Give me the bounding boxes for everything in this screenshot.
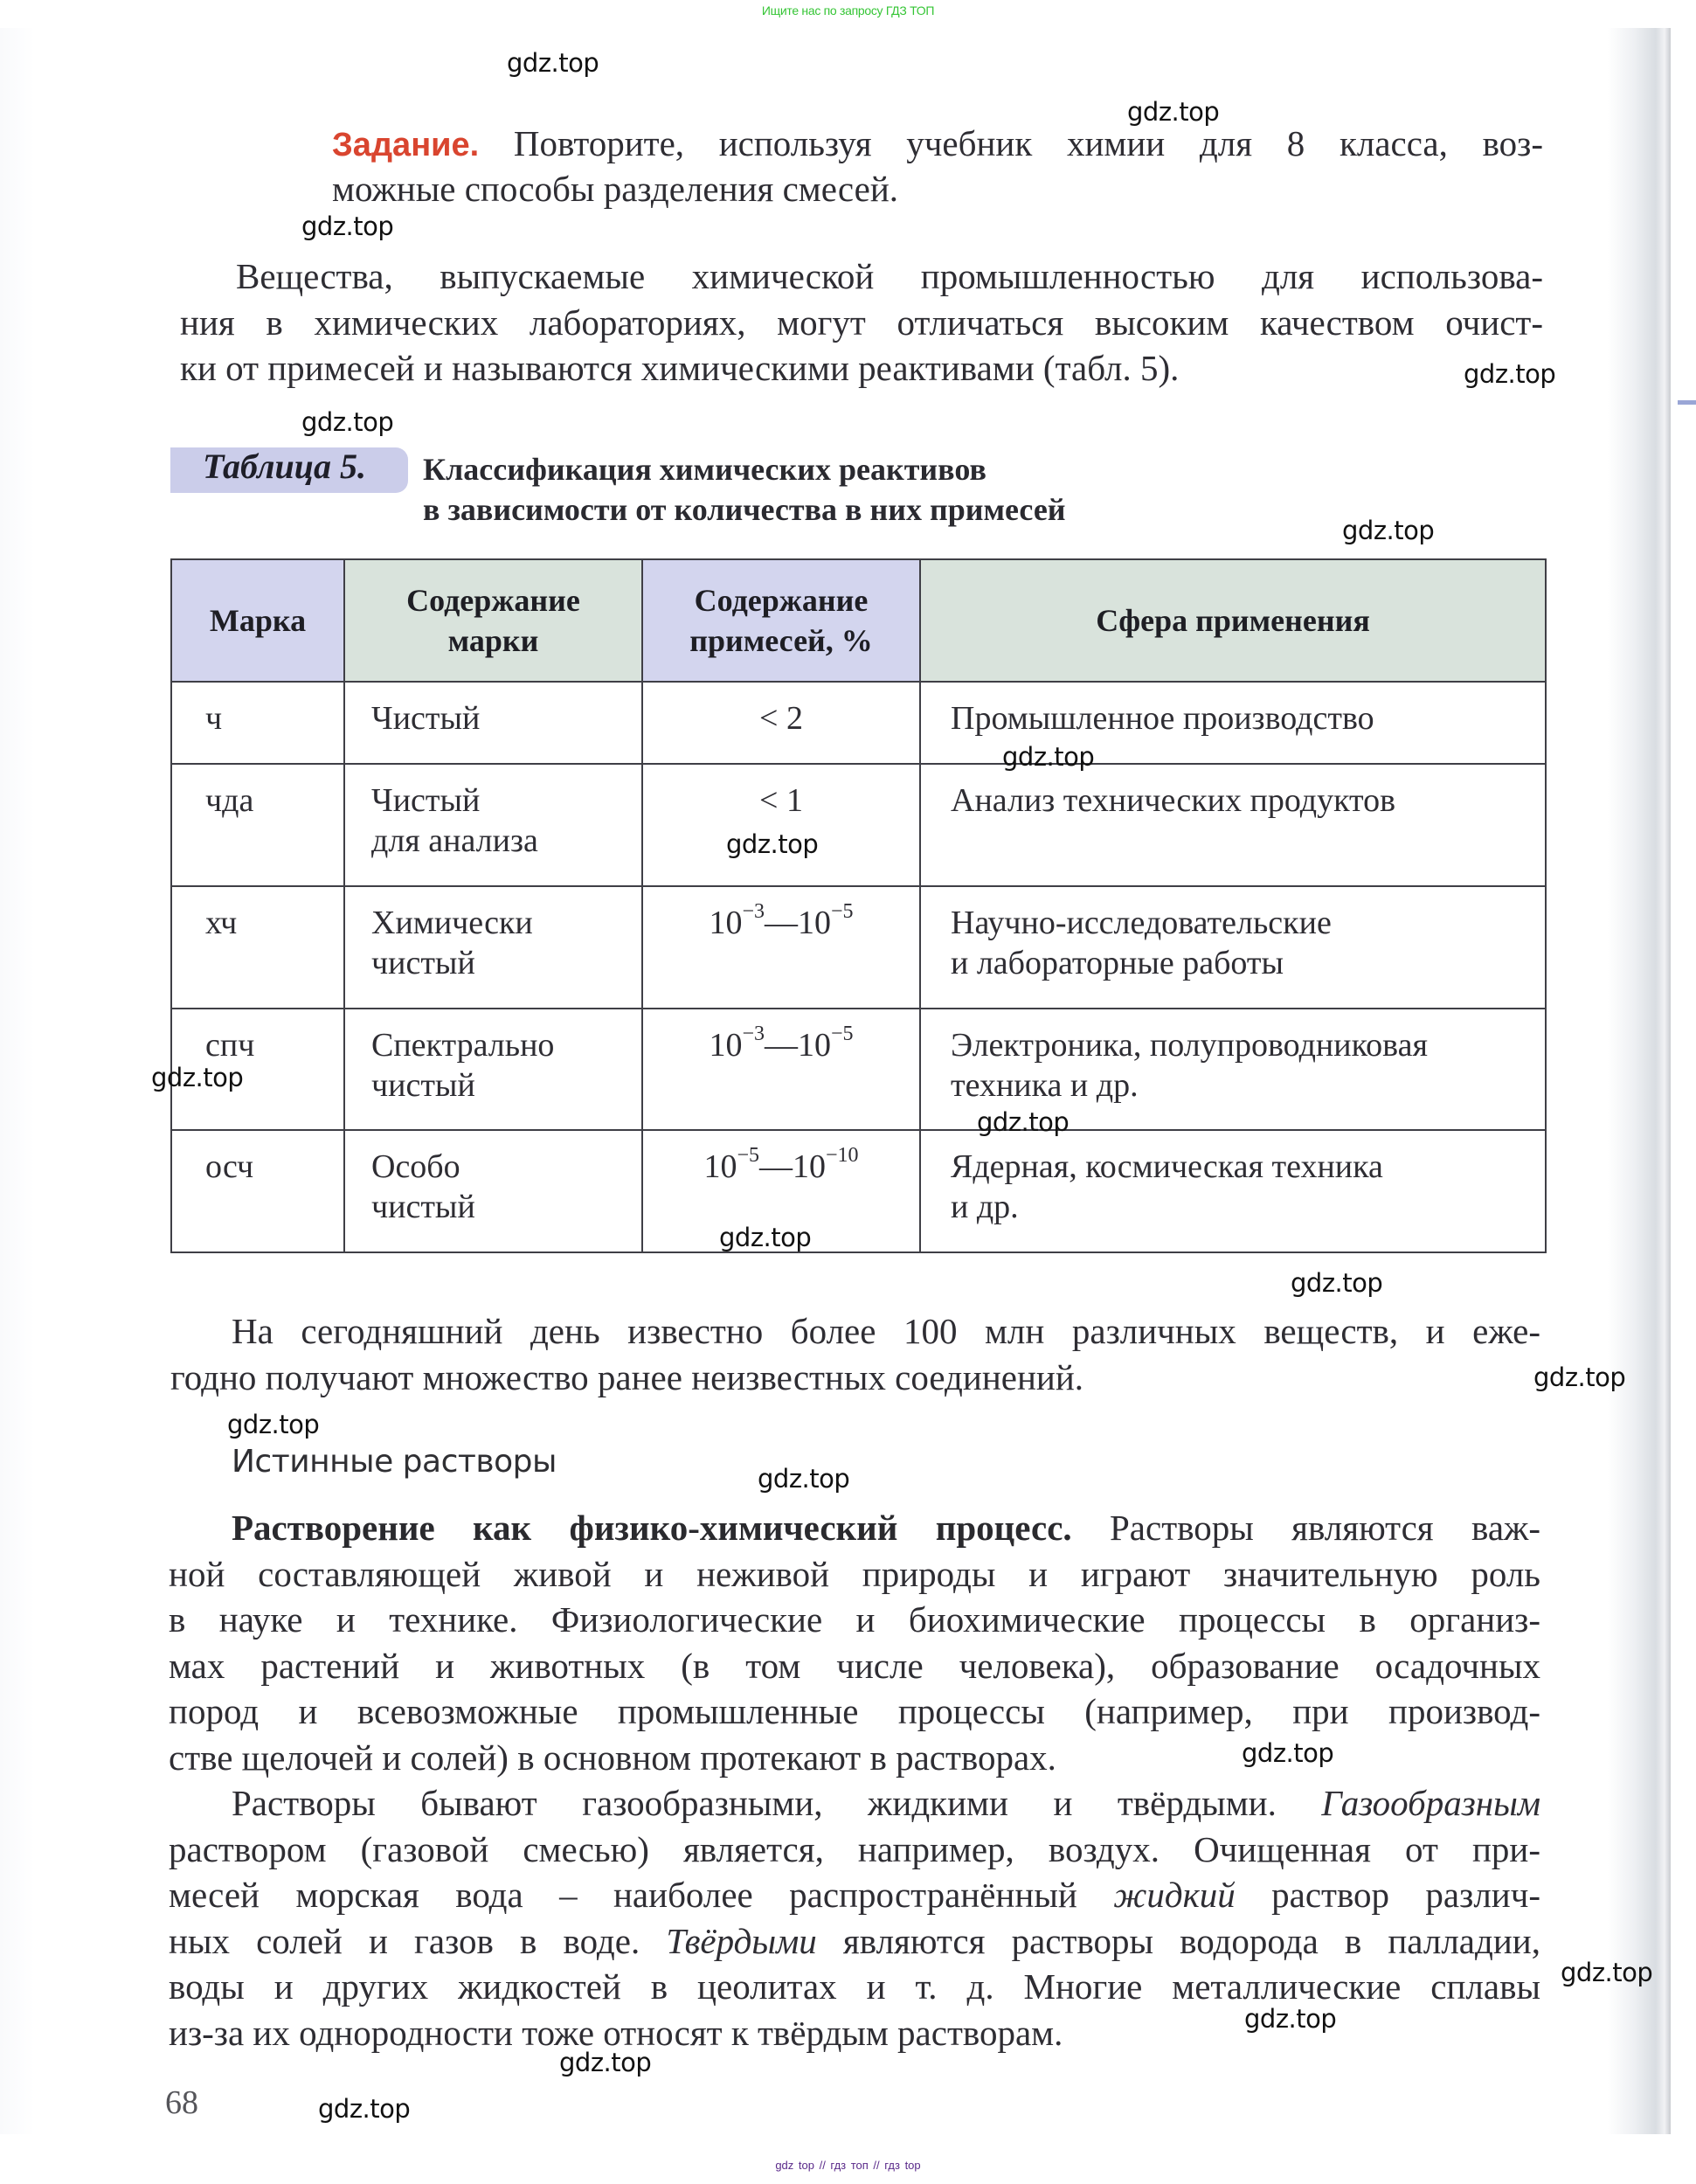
header-impurity-content: Содержание примесей, % [642,559,920,682]
top-banner: Ищите нас по запросу ГДЗ ТОП [761,3,935,17]
paragraph-3-line: мах растений и животных (в том числе человека), образование осадочных [169,1646,1540,1686]
paragraph-4-line-3: месей морская вода – наиболее распространённый жидкий раствор различ- [169,1875,1540,1915]
reagents-table [170,558,1547,1253]
watermark: gdz.top [719,1223,812,1252]
watermark: gdz.top [318,2094,411,2124]
table-header-row [171,559,1546,682]
task-line-2: можные способы разделения смесей. [332,169,899,209]
paragraph-4-line-5: воды и других жидкостей в цеолитах и т. д. Многие металлические сплавы [169,1966,1540,2007]
cell-grade: хч [171,886,344,1009]
cell-grade-meaning: Спектрально чистый [344,1009,642,1130]
table-caption-title [423,449,1066,530]
watermark: gdz.top [559,2048,652,2077]
paragraph-2-line-2: годно получают множество ранее неизвестных соединений. [170,1357,1084,1397]
cell-application: Промышленное производство [920,682,1546,764]
cell-grade-meaning: Особо чистый [344,1130,642,1252]
cell-application: Ядерная, космическая техника и др. [920,1130,1546,1252]
watermark: gdz.top [1533,1362,1626,1392]
header-application: Сфера применения [920,559,1546,682]
watermark: gdz.top [758,1464,850,1494]
paragraph-4-line-1: Растворы бывают газообразными, жидкими и твёрдыми. Газообразным [232,1783,1540,1823]
watermark: gdz.top [1561,1958,1653,1987]
paragraph-2-line-1: На сегодняшний день известно более 100 млн различных веществ, и еже- [232,1311,1540,1351]
paragraph-4-line-4: ных солей и газов в воде. Твёрдыми являются растворы водорода в палладии, [169,1921,1540,1961]
task-text: Повторите, используя учебник химии для 8 класса, воз- [479,123,1543,163]
paragraph-3-line: стве щелочей и солей) в основном протекают в растворах. [169,1737,1056,1778]
cell-grade-meaning: Чистый [344,682,642,764]
task-label: Задание. [332,127,480,163]
cell-grade: осч [171,1130,344,1252]
paragraph-1-line-2: ния в химических лабораториях, могут отличаться высоким качеством очист- [180,302,1543,343]
cell-grade: ч [171,682,344,764]
watermark: gdz.top [1242,1738,1334,1768]
watermark: gdz.top [301,407,394,437]
section-heading: Истинные растворы [232,1444,557,1480]
table-row [171,682,1546,764]
watermark: gdz.top [1291,1268,1383,1298]
watermark: gdz.top [977,1107,1070,1137]
cell-grade-meaning: Химически чистый [344,886,642,1009]
cell-grade: чда [171,764,344,886]
cell-application: Анализ технических продуктов [920,764,1546,886]
paragraph-3-line: в науке и технике. Физиологические и биохимические процессы в организ- [169,1599,1540,1640]
paragraph-1-line-1: Вещества, выпускаемые химической промышленностью для использова- [236,256,1543,296]
watermark: gdz.top [151,1063,244,1092]
cell-impurity: $10^{-3}—10^{-5}$ [642,1009,920,1130]
table-row [171,886,1546,1009]
watermark: gdz.top [1464,359,1556,389]
watermark: gdz.top [726,829,819,859]
table-row [171,1130,1546,1252]
bottom-footer: gdz top // гдз топ // гдз top [775,2159,921,2172]
paragraph-3-lead: Растворение как физико-химический процесс. [232,1508,1072,1548]
table-row [171,1009,1546,1130]
table-row [171,764,1546,886]
task-line-1 [332,121,1543,169]
cell-grade-meaning: Чистый для анализа [344,764,642,886]
cell-impurity: $10^{-5}—10^{-10}$ [642,1130,920,1252]
watermark: gdz.top [301,211,394,241]
paragraph-4-line-2: раствором (газовой смесью) является, например, воздух. Очищенная от при- [169,1829,1540,1869]
cell-grade: спч [171,1009,344,1130]
watermark: gdz.top [227,1410,320,1439]
paragraph-1-line-3: ки от примесей и называются химическими реактивами (табл. 5). [180,348,1180,388]
table-caption-label: Таблица 5. [203,447,366,486]
paragraph-3-line: пород и всевозможные промышленные процессы (например, при производ- [169,1691,1540,1731]
watermark: gdz.top [507,48,599,78]
cell-impurity: < 2 [642,682,920,764]
watermark: gdz.top [1244,2004,1337,2034]
watermark: gdz.top [1002,742,1095,772]
cell-application: Научно-исследовательские и лабораторные работы [920,886,1546,1009]
watermark: gdz.top [1127,97,1220,127]
paragraph-3-line-1: Растворение как физико-химический процесс. Растворы являются важ- [232,1508,1541,1548]
page-edge-mark [1678,400,1696,405]
header-grade: Марка [171,559,344,682]
watermark: gdz.top [1342,516,1435,545]
cell-application: Электроника, полупроводниковая техника и др. [920,1009,1546,1130]
paragraph-4-line-6: из-за их однородности тоже относят к твёрдым растворам. [169,2013,1063,2053]
header-grade-meaning: Содержание марки [344,559,642,682]
table-caption-title-line-2: в зависимости от количества в них примесей [423,492,1066,527]
paragraph-3-line: ной составляющей живой и неживой природы и играют значительную роль [169,1554,1540,1594]
table-caption-title-line-1: Классификация химических реактивов [423,452,986,487]
cell-impurity: < 1 [642,764,920,886]
page-number: 68 [165,2084,198,2121]
cell-impurity: $10^{-3}—10^{-5}$ [642,886,920,1009]
